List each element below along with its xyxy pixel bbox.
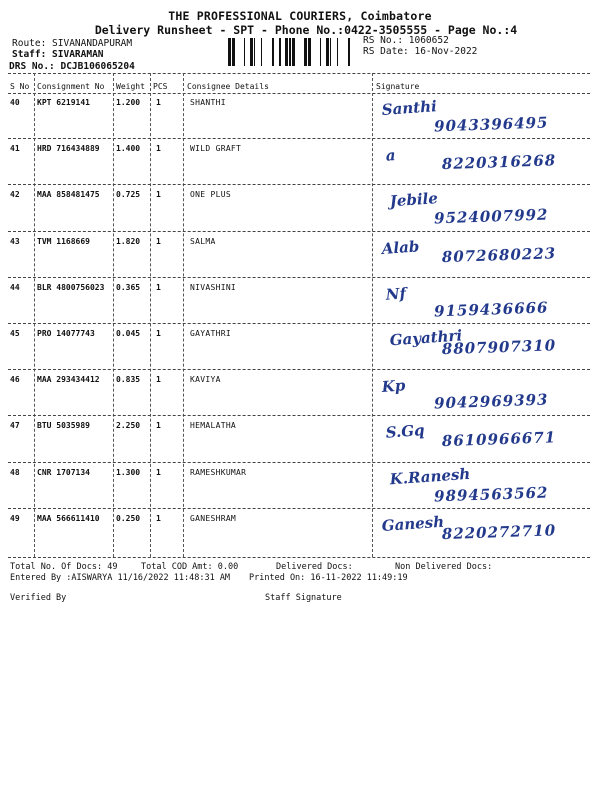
- handwritten-phone: 8807907310: [441, 336, 557, 359]
- signature-scribble: Jebile: [389, 189, 439, 211]
- barcode-bar: [326, 38, 329, 66]
- handwritten-phone: 9159436666: [433, 298, 549, 321]
- company-title: THE PROFESSIONAL COURIERS, Coimbatore: [168, 9, 432, 23]
- handwritten-phone: 9524007992: [433, 205, 549, 228]
- consignment-number: MAA 566611410: [37, 513, 100, 523]
- consignment-number: HRD 716434889: [37, 144, 100, 154]
- serial-number: 40: [10, 98, 20, 107]
- barcode-bar: [348, 38, 350, 66]
- handwritten-phone: 8610966671: [441, 428, 557, 451]
- barcode-bar: [320, 38, 321, 66]
- handwritten-signature: [376, 462, 600, 512]
- pieces: 1: [156, 190, 161, 200]
- consignee-name: SHANTHI: [190, 98, 226, 107]
- col-signature: Signature: [376, 82, 420, 91]
- consignment-number: CNR 1707134: [37, 467, 90, 477]
- handwritten-signature: [376, 508, 600, 558]
- signature-scribble: K.Ranesh: [389, 464, 471, 488]
- consignment-number: BLR 4800756023: [37, 282, 105, 292]
- pieces: 1: [156, 467, 161, 477]
- table-row: [8, 417, 590, 463]
- signature-scribble: a: [385, 146, 397, 165]
- consignment-number: TVM 1168669: [37, 236, 90, 246]
- handwritten-signature: [376, 415, 600, 465]
- runsheet-subtitle: Delivery Runsheet - SPT - Phone No.:0422-3505555 - Page No.:4: [94, 23, 518, 37]
- barcode-bar: [272, 38, 274, 66]
- serial-number: 47: [10, 421, 20, 431]
- weight: 1.200: [116, 98, 141, 107]
- weight: 0.045: [116, 329, 141, 338]
- consignment-number: MAA 293434412: [37, 375, 100, 385]
- table-row: [8, 279, 590, 325]
- handwritten-signature: [376, 231, 600, 281]
- table-row: [8, 94, 590, 140]
- consignment-number: BTU 5035989: [37, 421, 90, 431]
- handwritten-signature: [376, 323, 600, 373]
- rs-date: RS Date: 16-Nov-2022: [363, 46, 478, 57]
- col-pcs: PCS: [153, 82, 168, 91]
- pieces: 1: [156, 513, 161, 523]
- entered-by: Entered By :AISWARYA 11/16/2022 11:48:31 AM: [10, 573, 231, 583]
- signature-scribble: Nf: [385, 284, 407, 304]
- weight: 0.725: [116, 190, 141, 200]
- weight: 1.300: [116, 467, 141, 477]
- barcode-bar: [289, 38, 291, 66]
- serial-number: 42: [10, 190, 20, 200]
- signature-scribble: Gayathri: [389, 326, 463, 350]
- signature-scribble: Alab: [381, 236, 420, 258]
- handwritten-phone: 8220316268: [441, 151, 557, 174]
- table-row: [8, 371, 590, 417]
- table-row: [8, 464, 590, 510]
- signature-scribble: Santhi: [381, 97, 438, 119]
- barcode-bar: [292, 38, 295, 66]
- barcode-bar: [304, 38, 307, 66]
- staff-signature: Staff Signature: [265, 593, 342, 603]
- signature-scribble: S.Gq: [385, 421, 426, 443]
- weight: 1.400: [116, 144, 141, 154]
- total-docs: Total No. Of Docs: 49: [10, 562, 118, 572]
- consignee-name: ONE PLUS: [190, 190, 231, 200]
- printed-on: Printed On: 16-11-2022 11:49:19: [249, 573, 408, 583]
- pieces: 1: [156, 98, 161, 107]
- barcode-bar: [232, 38, 235, 66]
- weight: 0.365: [116, 282, 141, 292]
- barcode-bar: [244, 38, 245, 66]
- signature-scribble: Ganesh: [381, 512, 445, 535]
- consignee-name: GAYATHRI: [190, 329, 231, 338]
- col-weight: Weight: [116, 82, 145, 91]
- handwritten-phone: 9894563562: [433, 483, 549, 506]
- pieces: 1: [156, 144, 161, 154]
- handwritten-phone: 9043396495: [433, 113, 549, 136]
- consignee-name: NIVASHINI: [190, 282, 237, 292]
- handwritten-signature: [376, 277, 600, 327]
- pieces: 1: [156, 282, 161, 292]
- table-row: [8, 510, 590, 556]
- barcode-bar: [228, 38, 231, 66]
- barcode-bar: [279, 38, 281, 66]
- barcode-bar: [261, 38, 262, 66]
- consignment-number: MAA 858481475: [37, 190, 100, 200]
- serial-number: 43: [10, 236, 20, 246]
- barcode-bar: [254, 38, 255, 66]
- pieces: 1: [156, 375, 161, 385]
- handwritten-signature: [376, 369, 600, 419]
- handwritten-phone: 9042969393: [433, 390, 549, 413]
- staff-label: Staff: SIVARAMAN: [12, 49, 104, 60]
- col-consignment: Consignment No: [37, 82, 105, 91]
- table-bottom-border: [8, 557, 590, 558]
- consignee-name: HEMALATHA: [190, 421, 237, 431]
- consignee-name: WILD GRAFT: [190, 144, 242, 154]
- barcode-bar: [250, 38, 253, 66]
- barcode-bar: [330, 38, 331, 66]
- serial-number: 41: [10, 144, 20, 154]
- weight: 2.250: [116, 421, 141, 431]
- handwritten-signature: [376, 138, 600, 188]
- signature-scribble: Kp: [381, 376, 406, 397]
- consignee-name: KAVIYA: [190, 375, 221, 385]
- serial-number: 45: [10, 329, 20, 338]
- consignment-number: KPT 6219141: [37, 98, 90, 107]
- non-delivered-docs: Non Delivered Docs:: [395, 562, 493, 572]
- barcode-image: [228, 38, 354, 66]
- drs-number: DRS No.: DCJB106065204: [9, 61, 135, 72]
- pieces: 1: [156, 236, 161, 246]
- table-row: [8, 186, 590, 232]
- pieces: 1: [156, 329, 161, 338]
- serial-number: 44: [10, 282, 20, 292]
- handwritten-signature: [376, 92, 600, 142]
- table-row: [8, 325, 590, 371]
- serial-number: 46: [10, 375, 20, 385]
- route-label: Route: SIVANANDAPURAM: [12, 38, 133, 49]
- table-row: [8, 140, 590, 186]
- barcode-bar: [285, 38, 288, 66]
- barcode-bar: [308, 38, 311, 66]
- pieces: 1: [156, 421, 161, 431]
- consignee-name: RAMESHKUMAR: [190, 467, 247, 477]
- barcode-bar: [337, 38, 338, 66]
- serial-number: 48: [10, 467, 20, 477]
- weight: 0.250: [116, 513, 141, 523]
- table-top-border: [8, 73, 590, 74]
- serial-number: 49: [10, 513, 20, 523]
- rs-number: RS No.: 1060652: [363, 35, 449, 46]
- col-consignee: Consignee Details: [187, 82, 269, 91]
- verified-by: Verified By: [10, 593, 67, 603]
- table-row: [8, 233, 590, 279]
- col-sno: S No: [10, 82, 30, 91]
- handwritten-phone: 8220272710: [441, 521, 557, 543]
- handwritten-signature: [376, 184, 600, 234]
- consignee-name: SALMA: [190, 236, 216, 246]
- delivered-docs: Delivered Docs:: [276, 562, 353, 572]
- handwritten-phone: 8072680223: [441, 243, 557, 266]
- consignee-name: GANESHRAM: [190, 513, 237, 523]
- weight: 0.835: [116, 375, 141, 385]
- total-cod: Total COD Amt: 0.00: [141, 562, 239, 572]
- consignment-number: PRO 14077743: [37, 329, 95, 338]
- weight: 1.820: [116, 236, 141, 246]
